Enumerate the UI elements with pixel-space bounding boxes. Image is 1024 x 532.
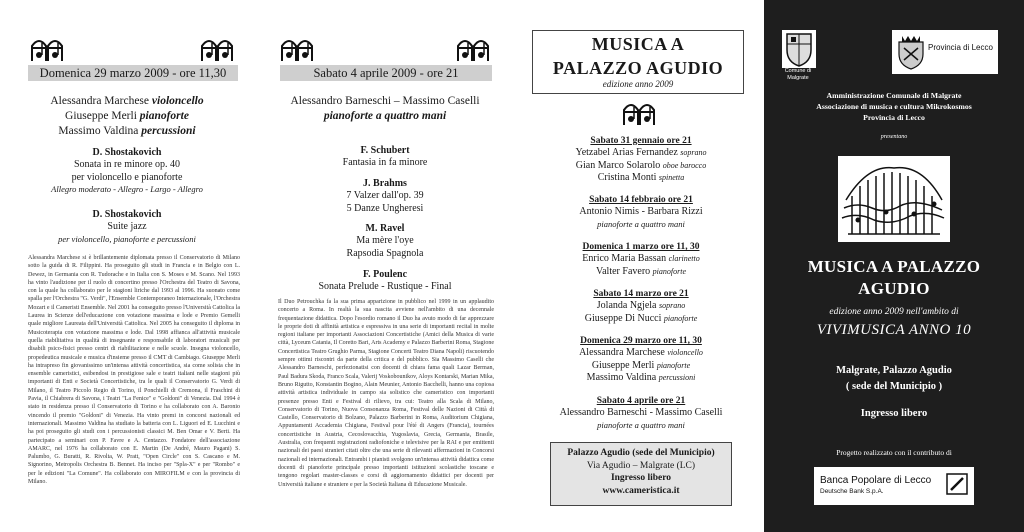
event-31-gennaio: Sabato 31 gennaio ore 21 Yetzabel Arias Fernandez soprano Gian Marco Solarolo oboe barocco Cristina Monti spinetta [575, 136, 707, 183]
comune-crest-icon [782, 30, 816, 68]
title-line-1: MUSICA A [591, 34, 685, 54]
arches-note-icon [280, 34, 316, 62]
vivimusica-title: VIVIMUSICA ANNO 10 [816, 322, 972, 338]
panel-season-program [520, 0, 762, 532]
biography-text: Alessandra Marchese si è brillantemente diplomata presso il Conservatorio di Milano sotto la guida di R. Filippini. Ha proseguito gli studi in Francia e in Belgio con L. Dewez, in Germania con R. Tudorache e in Italia con S. Moses e M. Scano. Nel 1993 ha vinto l'audizione per il ruolo di concertino presso l'Orchestra del Teatro di Savona, con la quale ha collaborato per le stagioni liriche dal 1993 al 1996. Ha suonato come spalla per l'Orchestra "G. Verdi", l'Ensemble Contemporaneo Internazionale, l'Orchestra Mozart e il Cameristi Ensemble. Nel 2001 ha conseguito presso l'Università Cattolica la Laurea in Scienze dell'educazione con votazione massima e lode e Premio Gemelli quale migliore Laureata dell'Università Cattolica. Nel 2005 ha conseguito il diploma in Musicoterapia con votazione massima e lode. Dal 1998 affianca all'attività musicale quella riabilitativa in qualità di insegnante e responsabile di laboratori musicali per disabili psico-fisici presso centri di riabilitazione e nelle scuole. Insegna violoncello, propedeutica musicale e musica d'insieme presso il CMT di Cambiago. Giuseppe Merli ha intrapreso fin giovanissimo un'intensa attività concertistica, sia come solista che in ensemble cameristici, esibendosi in prestigiose sale e teatri italiani nelle stagioni più importanti di Enti e Società Concertistiche, tra le quali il Conservatorio G. Verdi di Milano, il Teatro Piccolo Regio di Torino, il Ponchielli di Cremona, il Fraschini di Pavia, il Chiabrera di Savona, i Teatri "La Fenice" e "Goldoni" di Venezia. Dal 1994 è stato in residenza presso il Conservatorio di Torino e ha collaborato con A. Baronio vincendo il premio "Goldoni" di Venezia. Ha vinto premi in concorsi nazionali ed internazionali. Massimo Valdina ha studiato la batteria con L. Liguori ed E. Lucchini e ha poi proseguito gli studi con i percussionisti classici M. Ben Omar e V. Berti. Ha partecipato a seminari con P. Favre e A. Centazzo. Fondatore dell'associazione AMARC, nel 1976 ha collaborato con E. Martin (De André, Mauro Pagani) S. Palumbo, G. Buratti, R. Rivolta, W. Pratt, "Open Circle" con S. Cascano e M. Signorino, Metropolis Orchestra B. Bennet. Ha inciso per "Spla-X" e per "Rombo" e per le edizioni "La Comune". Ha collaborato con MIROFILM e con la provincia di Milano. [28, 255, 240, 486]
performers: Alessandra Marchese violoncello Giuseppe Merli pianoforte Massimo Valdina percussioni [50, 95, 204, 137]
date-bar: Domenica 29 marzo 2009 - ore 11,30 [28, 65, 238, 81]
organ-pipes-icon [838, 156, 950, 242]
panel-concert-29-marzo [0, 0, 254, 532]
event-4-aprile: Sabato 4 aprile ore 21 Alessandro Barneschi - Massimo Caselli pianoforte a quattro mani [559, 396, 723, 430]
venue-info-box: Palazzo Agudio (sede del Municipio) Via Agudio – Malgrate (LC) Ingresso libero www.cameristica.it [550, 442, 732, 506]
bank-slash-icon [946, 473, 968, 495]
arches-note-icon [30, 34, 66, 62]
bank-logo: Banca Popolare di Lecco Deutsche Bank S.p.A. [814, 467, 974, 505]
event-14-febbraio: Sabato 14 febbraio ore 21 Antonio Nimis - Barbara Rizzi pianoforte a quattro mani [579, 195, 703, 229]
program-block-1: D. Shostakovich Sonata in re minore op. 40 per violoncello e pianoforte Allegro moderato - Allegro - Largo - Allegro [51, 147, 203, 194]
cover-subtitle: edizione anno 2009 nell'ambito di [829, 307, 959, 317]
edition: edizione anno 2009 [602, 79, 674, 89]
provincia-crest-icon [896, 34, 926, 70]
program-ravel: M. Ravel Ma mère l'oye Rapsodia Spagnola [346, 223, 424, 259]
program-brahms: J. Brahms 7 Valzer dall'op. 39 5 Danze Ungheresi [346, 178, 424, 214]
provincia-logo: Provincia di Lecco [892, 30, 998, 74]
comune-label: Comune di Malgrate [784, 68, 812, 81]
presentano-text: presentano [880, 134, 908, 140]
event-14-marzo: Sabato 14 marzo ore 21 Jolanda Ngjela soprano Giuseppe Di Nucci pianoforte [584, 289, 698, 324]
event-29-marzo: Domenica 29 marzo ore 11, 30 Alessandra Marchese violoncello Giuseppe Merli pianoforte Massimo Valdina percussioni [579, 336, 703, 383]
program-poulenc: F. Poulenc Sonata Prelude - Rustique - Final [318, 269, 452, 292]
sponsor-note: Progetto realizzato con il contributo di [836, 448, 952, 457]
event-1-marzo: Domenica 1 marzo ore 11, 30 Enrico Maria Bassan clarinetto Valter Favero pianoforte [582, 242, 700, 277]
date-bar: Sabato 4 aprile 2009 - ore 21 [280, 65, 492, 81]
panel-concert-4-aprile [260, 0, 510, 532]
arches-note-icon [622, 98, 658, 126]
venue: Malgrate, Palazzo Agudio ( sede del Municipio ) [836, 365, 952, 392]
cover-title: MUSICA A PALAZZO AGUDIO [807, 257, 981, 298]
program-block-2: D. Shostakovich Suite jazz per violoncello, pianoforte e percussioni [58, 209, 196, 244]
title-line-2: PALAZZO AGUDIO [552, 58, 724, 78]
season-title-box [532, 30, 744, 94]
ingresso-libero: Ingresso libero [860, 408, 928, 419]
panel-cover [764, 0, 1024, 532]
biography-text: Il Duo Petrouchka fa la sua prima apparizione in pubblico nel 1999 in un applaudito concerto a Roma. In realtà la sua nascita avviene nell'ambito di una decennale frequentazione didattica. Dopo l'esordio romano il Duo ha avuto modo di far apprezzare le proprie doti di affinità artistica e espressiva in una serie di importanti recital in molte regioni italiane per importanti Associazioni Concertistiche (Amici della Musica di varie città, Lyceum Catania, Il Coretto Bari, Arts Academy e Palazzo Barberini Roma, Stagione Concertistica Teatro Grughio Parma, Stagione Concerti Teatro Diana Napoli) riscuotendo sempre ottimi riscontri da parte della critica e del pubblico. Sia Massimo Caselli che Alessandro Barneschi, perfezionatisi con docenti di chiara fama quali Lazar Berman, Paul Badura Skoda, Franco Scala, Valerij Voskobounikov, Aloys Kontarski, Marian Mika, Bruno Rigutto, Konstantin Bogino, Alain Meunier, Antonio Bacchelli, hanno una copiosa attività artistica individuale in campo sia solistico che cameristico con importanti presenze presso Enti e Festival di rilievo, tra cui: Teatro alla Scala di Milano, Conservatorio di Torino, Nuova Consonanza Roma, Festival delle Nazioni di Città di Castello, Conservatorio di Bolzano, Palazzo Barberini in Roma, Auditorium Chigiana, Appuntamenti Accademia Chigiana, Festival pour l'été di Angers (Francia), tournées concertistiche in Austria, Cecoslovacchia, Yugoslavia, Grecia, Germania, Brasile, Australia, con frequenti registrazioni radiofoniche e televisive per la RAI e per emittenti nazionali dei paesi stranieri citati oltre che una serie di rilevanti affermazioni in Concorsi nazionali ed internazionali. Entrambi i pianisti svolgono un'intensa attività didattica come docenti di pianoforte principale presso importanti istituzioni scolastiche toscane e tengono regolari master-classes e corsi di aggiornamento didattici per docenti per Università italiane e straniere e per la Società Italiana di Educazione Musicale. [278, 299, 494, 488]
arches-note-icon [200, 34, 236, 62]
arches-note-icon [456, 34, 492, 62]
program-schubert: F. Schubert Fantasia in fa minore [342, 145, 428, 168]
performers: Alessandro Barneschi – Massimo Caselli pianoforte a quattro mani [290, 95, 480, 122]
organizers: Amministrazione Comunale di Malgrate Associazione di musica e cultura Mikrokosmos Provincia di Lecco [816, 91, 972, 122]
website-link[interactable]: www.cameristica.it [602, 485, 680, 496]
